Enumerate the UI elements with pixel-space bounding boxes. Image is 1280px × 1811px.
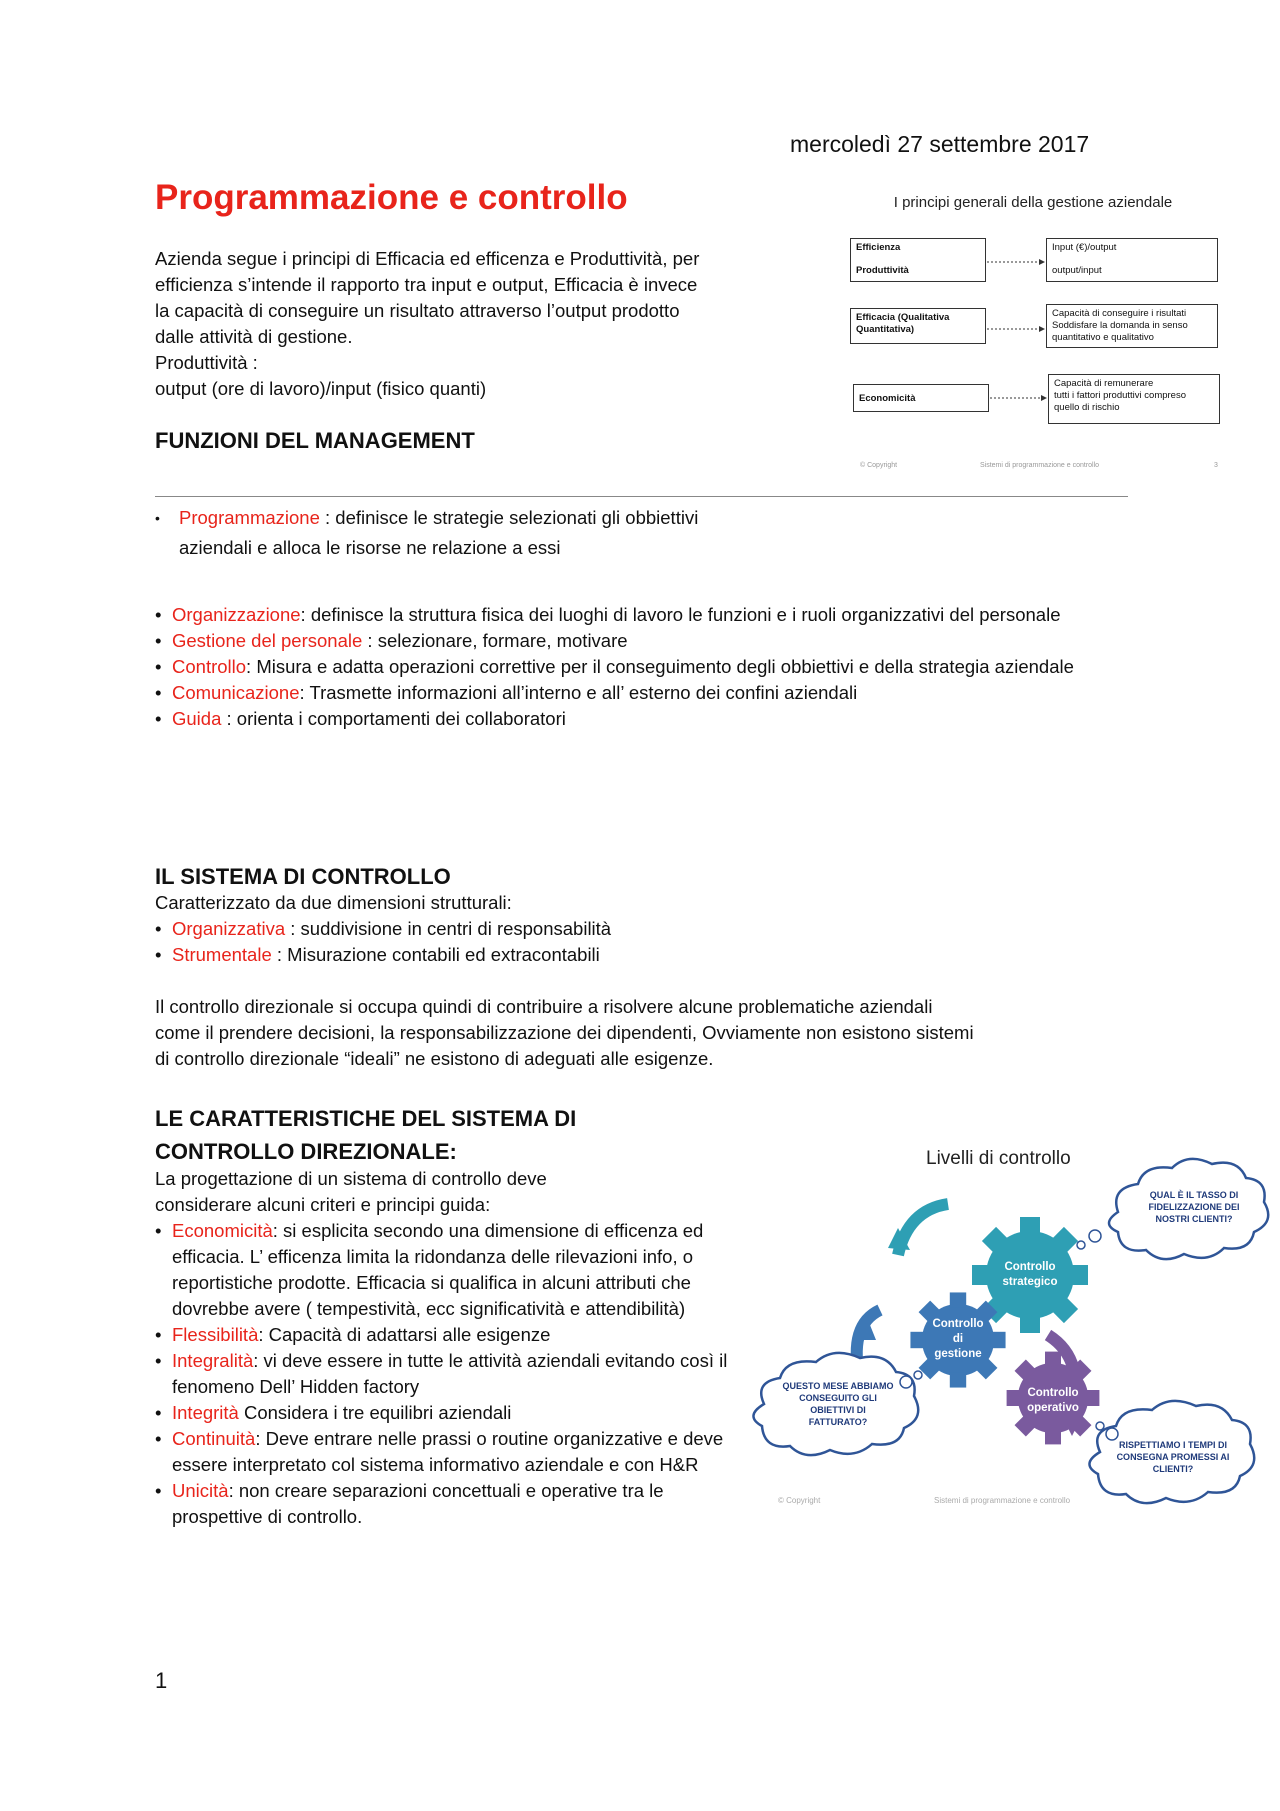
term: Flessibilità xyxy=(172,1324,259,1345)
list-item xyxy=(155,706,1115,732)
list-item xyxy=(155,1322,730,1348)
box-text: quantitativo e qualitativo xyxy=(1052,332,1154,343)
term: Unicità xyxy=(172,1480,229,1501)
cloud-right xyxy=(1089,1401,1254,1503)
cloud-text: OBIETTIVI DI xyxy=(810,1405,866,1415)
slide-page-number: 3 xyxy=(1214,462,1218,469)
levels-slide xyxy=(748,1140,1270,1520)
intro-paragraph xyxy=(155,246,805,402)
principles-arrows xyxy=(838,186,1228,476)
bullet-icon: • xyxy=(155,510,160,526)
gear-label: Controllo xyxy=(932,1318,984,1330)
box-label: Produttività xyxy=(856,265,909,276)
principles-slide-title: I principi generali della gestione aziendale xyxy=(893,194,1173,211)
definition: : Misura e adatta operazioni correttive per il conseguimento degli obbiettivi e della strategia aziendale xyxy=(246,656,1074,677)
definition: : definisce la struttura fisica dei luoghi di lavoro le funzioni e i ruoli organizzativi del personale xyxy=(300,604,1061,625)
term: Organizzativa xyxy=(172,918,286,939)
box-text: quello di rischio xyxy=(1054,402,1120,413)
box-label: Economicità xyxy=(859,393,916,404)
definition: : si esplicita secondo una dimensione di efficenza ed efficacia. L’ efficenza limita la ridondanza delle rilevazioni info, o reportistiche prodotte. Efficacia si qualifica in alcuni attributi che dovrebbe avere ( tempestività, ecc significatività e attendibilità) xyxy=(172,1220,704,1319)
definition: : selezionare, formare, motivare xyxy=(362,630,628,651)
box-text: output/input xyxy=(1052,265,1102,276)
cloud-text: CONSEGNA PROMESSI AI xyxy=(1116,1452,1230,1462)
list-item xyxy=(155,1348,730,1400)
cloud-text: QUESTO MESE ABBIAMO xyxy=(782,1381,894,1391)
box-label: Quantitativa) xyxy=(856,324,915,335)
list-item xyxy=(155,1478,730,1530)
caratteristiche-heading xyxy=(155,1102,576,1168)
section-divider xyxy=(155,496,1128,497)
term: Strumentale xyxy=(172,944,272,965)
caratteristiche-section xyxy=(155,1166,730,1530)
definition: : non creare separazioni concettuali e operative tra le prospettive di controllo. xyxy=(172,1480,664,1527)
gear-label: strategico xyxy=(1002,1276,1058,1288)
term: Continuità xyxy=(172,1428,256,1449)
list-item xyxy=(155,942,1115,968)
paragraph-line: di controllo direzionale “ideali” ne esistono di adeguati alle esigenze. xyxy=(155,1048,714,1069)
slide-footer-title: Sistemi di programmazione e controllo xyxy=(980,462,1100,469)
page-number: 1 xyxy=(155,1668,168,1693)
gear-label: Controllo xyxy=(1004,1261,1056,1273)
list-item xyxy=(155,1426,730,1478)
management-list xyxy=(155,602,1115,732)
paragraph-line: Il controllo direzionale si occupa quindi di contribuire a risolvere alcune problematiche aziendali xyxy=(155,996,933,1017)
box-text: tutti i fattori produttivi compreso xyxy=(1054,390,1186,401)
definition: : Capacità di adattarsi alle esigenze xyxy=(258,1324,551,1345)
term: Economicità xyxy=(172,1220,273,1241)
definition: : vi deve essere in tutte le attività aziendali evitando così il fenomeno Dell’ Hidden factory xyxy=(172,1350,728,1397)
cloud-text: CONSEGUITO GLI xyxy=(799,1393,877,1403)
cloud-top xyxy=(1077,1159,1268,1259)
box-text: Input (€)/output xyxy=(1052,242,1117,253)
gear-label: di xyxy=(952,1333,964,1345)
term: Guida xyxy=(172,708,222,729)
heading-line: CONTROLLO DIREZIONALE: xyxy=(155,1139,457,1164)
gear-label: operativo xyxy=(1027,1402,1079,1414)
box-text: Soddisfare la domanda in senso xyxy=(1052,320,1188,331)
intro-line: output (ore di lavoro)/input (fisico quanti) xyxy=(155,378,487,399)
sistema-paragraph xyxy=(155,994,1135,1072)
heading-line: LE CARATTERISTICHE DEL SISTEMA DI xyxy=(155,1106,577,1131)
definition: : definisce le strategie selezionati gli obbiettivi xyxy=(319,507,699,528)
definition: : orienta i comportamenti dei collaboratori xyxy=(221,708,566,729)
sistema-heading: IL SISTEMA DI CONTROLLO xyxy=(155,864,451,889)
management-heading: FUNZIONI DEL MANAGEMENT xyxy=(155,428,475,453)
box-text: Capacità di conseguire i risultati xyxy=(1052,308,1187,319)
principles-slide xyxy=(838,186,1228,476)
intro-line: Produttività : xyxy=(155,352,258,373)
sistema-section xyxy=(155,890,1115,968)
list-item xyxy=(155,1400,730,1426)
term: Integralità xyxy=(172,1350,254,1371)
paragraph-line: come il prendere decisioni, la responsabilizzazione dei dipendenti, Ovviamente non esistono sistemi xyxy=(155,1022,974,1043)
slide-footer-title: Sistemi di programmazione e controllo xyxy=(934,1496,1071,1505)
box-label: Efficienza xyxy=(856,242,901,253)
levels-slide-title: Livelli di controllo xyxy=(926,1148,1071,1169)
term: Gestione del personale xyxy=(172,630,363,651)
document-date: mercoledì 27 settembre 2017 xyxy=(790,131,1090,157)
cloud-text: FIDELIZZAZIONE DEI xyxy=(1148,1202,1240,1212)
definition: : suddivisione in centri di responsabilità xyxy=(285,918,612,939)
term: Controllo xyxy=(172,656,247,677)
programmazione-item xyxy=(155,503,855,563)
cloud-text: QUAL È IL TASSO DI xyxy=(1149,1190,1239,1200)
slide-copyright: © Copyright xyxy=(860,462,898,469)
intro-line: La progettazione di un sistema di controllo deve xyxy=(155,1168,547,1189)
cloud-text: NOSTRI CLIENTI? xyxy=(1155,1214,1233,1224)
caratteristiche-list xyxy=(155,1218,730,1530)
intro-line: efficienza s’intende il rapporto tra input e output, Efficacia è invece xyxy=(155,274,698,295)
list-item xyxy=(155,680,1115,706)
gear-label: Controllo xyxy=(1027,1387,1079,1399)
term: Comunicazione xyxy=(172,682,300,703)
list-item xyxy=(155,602,1115,628)
term: Organizzazione xyxy=(172,604,301,625)
levels-diagram xyxy=(748,1140,1270,1520)
sistema-intro: Caratterizzato da due dimensioni strutturali: xyxy=(155,892,512,913)
term: Programmazione xyxy=(179,507,320,528)
intro-line: considerare alcuni criteri e principi guida: xyxy=(155,1194,491,1215)
intro-line: Azienda segue i principi di Efficacia ed efficenza e Produttività, per xyxy=(155,248,700,269)
slide-copyright: © Copyright xyxy=(778,1496,821,1505)
list-item xyxy=(155,654,1115,680)
definition: Considera i tre equilibri aziendali xyxy=(238,1402,512,1423)
box-label: Efficacia (Qualitativa xyxy=(856,312,950,323)
definition-continued: aziendali e alloca le risorse ne relazione a essi xyxy=(179,537,561,558)
list-item xyxy=(155,1218,730,1322)
definition: : Deve entrare nelle prassi o routine organizzative e deve essere interpretato col sistema informativo aziendale e con H&R xyxy=(172,1428,724,1475)
cloud-text: FATTURATO? xyxy=(808,1417,868,1427)
cloud-left xyxy=(753,1353,922,1455)
definition: : Trasmette informazioni all’interno e all’ esterno dei confini aziendali xyxy=(299,682,858,703)
intro-line: la capacità di conseguire un risultato attraverso l’output prodotto xyxy=(155,300,680,321)
page-title: Programmazione e controllo xyxy=(155,178,628,217)
box-text: Capacità di remunerare xyxy=(1054,378,1154,389)
gear-label: gestione xyxy=(934,1348,982,1360)
intro-line: dalle attività di gestione. xyxy=(155,326,353,347)
list-item xyxy=(155,916,1115,942)
definition: : Misurazione contabili ed extracontabili xyxy=(271,944,600,965)
cloud-text: RISPETTIAMO I TEMPI DI xyxy=(1118,1440,1228,1450)
cloud-text: CLIENTI? xyxy=(1152,1464,1194,1474)
list-item xyxy=(155,628,1115,654)
sistema-list xyxy=(155,916,1115,968)
term: Integrità xyxy=(172,1402,239,1423)
